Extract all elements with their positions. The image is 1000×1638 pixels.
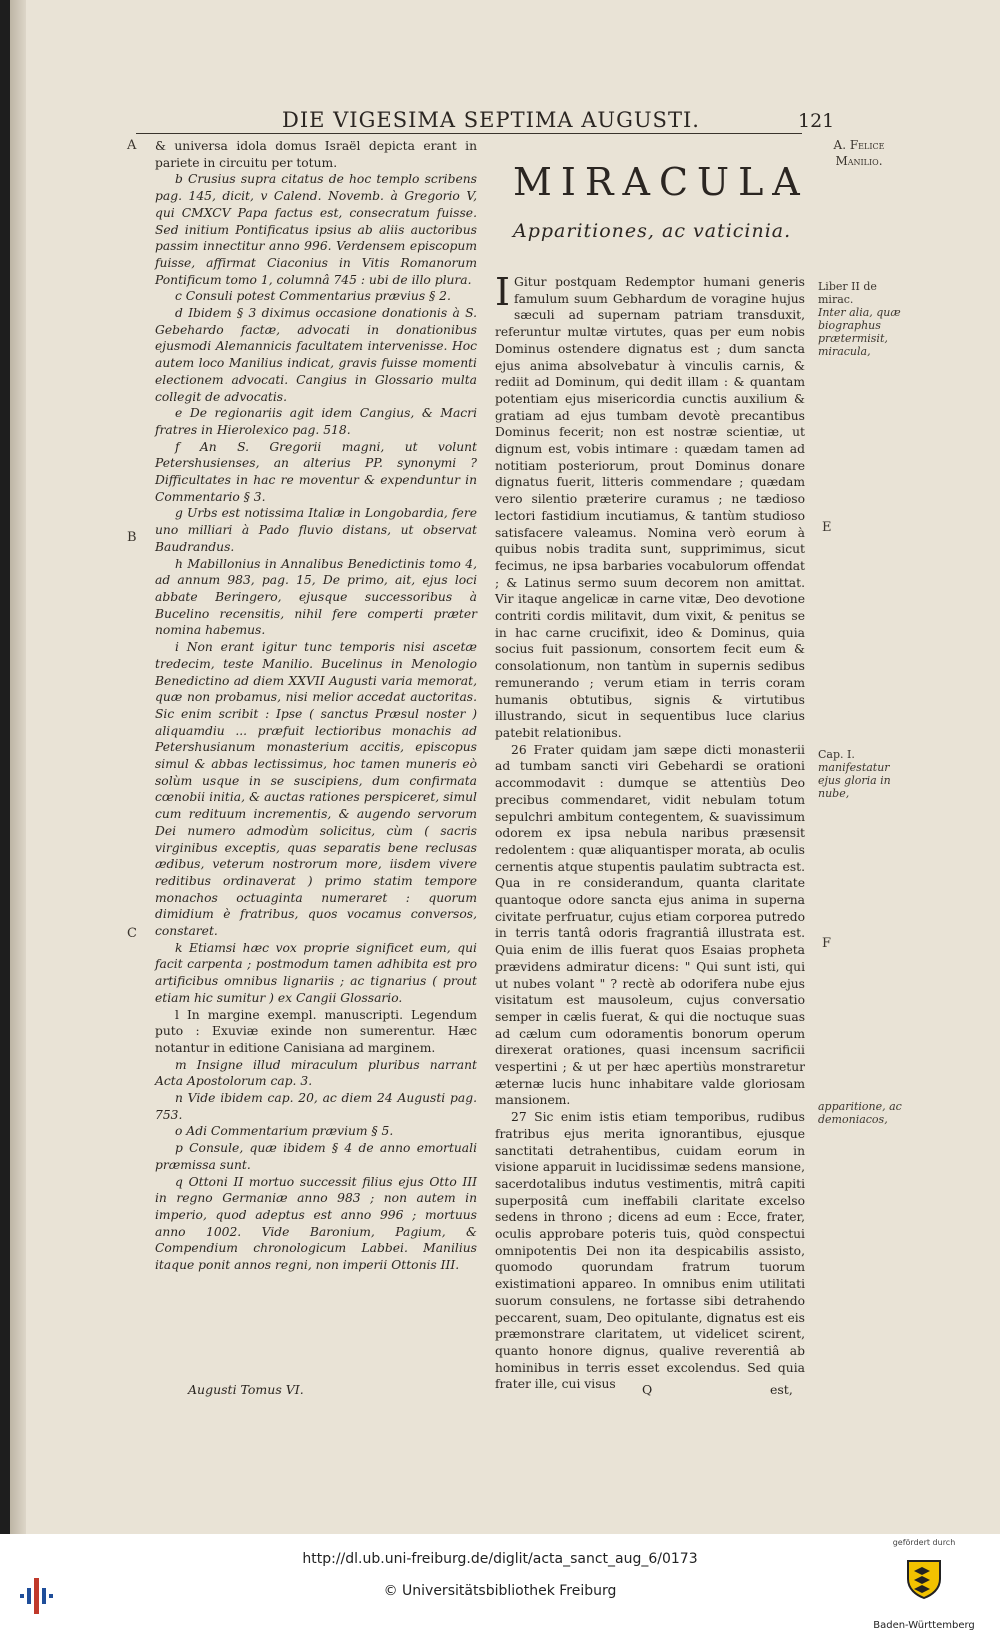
side-note-label: Liber II de mirac. [818, 280, 877, 306]
main-paragraph: 26 Frater quidam jam sæpe dicti monasterii ad tumbam sancti viri Gebehardi se orationi accommodavit : dumque se attentiùs Deo precibus commendaret, vidit nebulam totum sepulchri ambitum contegentem, & suavissimum odorem ex ipsa nebula naribus præsensit redolentem : quæ aliquantisper morata, ab oculis cernentis atque stupentis paulatim subtracta est. Qua in re considerandum, quanta claritate quantoque odore sancta ejus anima in superna civitate perfruatur, cujus etiam corporea putredo in terris tantâ odoris fragrantiâ illustrata est. Quia enim de illis fuerat quos Esaias propheta prævidens admiratur dicens: " Qui sunt isti, qui ut nubes volant " ? rectè ab odorifera nube ejus visitatum est mausoleum, cujus conversatio semper in cælis fuerat, & qui die noctuque suas ad cælum cum odoramentis bonorum operum direxerat orationes, quasi incensum sacrificii vespertini ; & ut per hæc apertiùs monstraretur æternæ lucis hunc inhabitare valde gloriosam mansionem. [495, 742, 805, 1108]
footnote-paragraph: l In margine exempl. manuscripti. Legendum puto : Exuviæ exinde non sumerentur. Hæc notantur in editione Canisiana ad marginem. [155, 1007, 477, 1055]
side-note [818, 1100, 906, 1126]
main-paragraph: 27 Sic enim istis etiam temporibus, rudibus fratribus ejus merita ignorantibus, ejusque sanctitati detrahentibus, cuidam eorum in visione apparuit in lucidissimæ sedens mansione, sacerdotalibus indutus vestimentis, mitrâ capiti superpositâ cum ineffabili claritate excelso sedens in throno ; dicens ad eum : Ecce, frater, oculis approbare poteris tuis, quòd conspectui omnipotentis Dei non ita despicabilis assisto, quomodo quorundam fratrum tuorum existimationi appareo. In omnibus enim utilitati suorum consulens, ne fortasse sibi detrahendo peccarent, suam, Deo opitulante, dignatus est eis præmonstrare claritatem, ut videlicet scirent, quanto honore dignus, qualive reverentiâ ab hominibus in terris esset excolendus. Sed quia frater ille, cui visus [495, 1110, 805, 1392]
footnote-paragraph: p Consule, quæ ibidem § 4 de anno emortuali præmissa sunt. [155, 1141, 477, 1172]
book-page [10, 0, 1000, 1534]
footnote-paragraph: b Crusius supra citatus de hoc templo scribens pag. 145, dicit, v Calend. Novemb. à Gregorio V, qui CMXCV Papa factus est, consecratum fuisse. Sed initium Pontificatus ipsius ab aliis auctoribus passim innectitur anno 996. Verdensem episcopum fuisse, affirmat Ciaconius in Vitis Romanorum Pontificum tomo 1, columnâ 745 : ubi de illo plura. [155, 172, 477, 287]
section-subtitle: Apparitiones, ac vaticinia. [513, 220, 792, 242]
main-paragraph [495, 270, 805, 742]
paragraph-text: Gitur postquam Redemptor humani generis famulum suum Gebhardum de voragine hujus sæculi ad supernam patriam transduxit, referuntur multæ virtutes, quas per eum nobis Dominus ostendere dignatus est ; dum sancta ejus anima absolvebatur à vinculis carnis, & rediit ad Dominum, qui dedit illam : & quantam potentiam ejus misericordia cunctis auxilium & gratiam ad ejus tumbam devotè precantibus Dominus fecerit; non est nostræ scientiæ, ut dignum est, vobis intimare : quædam tamen ad notitiam posteriorum, prout Dominus donare dignatus fuerit, litteris commendare ; quædam vero silentio præterire curamus ; ne tædioso lectori fastidium incutiamus, & tantùm studioso satisfacere valeamus. Nomina verò eorum à quibus nobis tradita sunt, supprimimus, sicut fecimus, ne ipsa barbaries vocabulorum offendat ; & Latinus sermo suum decorem non amittat. Vir itaque angelicæ in carne vitæ, Deo devotione contriti cordis militavit, dum vixit, & penitus se in hac carne crucifixit, ideo & Dominus, quia socius fuit passionum, consortem fecit eum & consolationum, non tantùm in supernis sedibus remunerando ; verum etiam in terris coram humanis obtutibus, signis & virtutibus illustrando, sicut in sequentibus luce clarius patebit relationibus. [495, 275, 805, 740]
footnotes-column [155, 138, 477, 1274]
running-header-note [818, 137, 900, 169]
sponsor-caption: gefördert durch [892, 1538, 956, 1547]
footnote-paragraph: c Consuli potest Commentarius prævius § 2. [175, 289, 451, 304]
sponsor-name: Baden-Württemberg [873, 1620, 975, 1631]
side-note-label: Cap. I. [818, 748, 855, 761]
footnote-paragraph: k Etiamsi hæc vox proprie significet eum, qui facit carpenta ; postmodum tamen adhibita est pro artificibus omnibus lignariis ; ac tignarius ( prout etiam hic sumitur ) ex Cangii Glossario. [155, 940, 477, 1005]
footnote-paragraph: f An S. Gregorii magni, ut volunt Petershusienses, an alterius PP. synonymi ? Difficultates in hac re moventur & expenduntur in Commentario § 3. [155, 439, 477, 504]
main-text-column [495, 270, 805, 1393]
volume-signature: Augusti Tomus VI. [188, 1382, 304, 1397]
page-number: 121 [798, 110, 835, 132]
drop-cap: I [495, 270, 511, 314]
side-note-text: manifestatur ejus gloria in nube, [818, 761, 891, 800]
section-title: MIRACULA [513, 160, 809, 204]
side-note [818, 280, 906, 358]
side-note-text: apparitione, ac demoniacos, [818, 1100, 902, 1126]
footnote-paragraph: m Insigne illud miraculum pluribus narrant Acta Apostolorum cap. 3. [155, 1057, 477, 1089]
footnote-paragraph: g Urbs est notissima Italiæ in Longobardia, fere uno milliari à Pado fluvio distans, ut observat Baudrandus. [155, 506, 477, 554]
footnote-paragraph: e De regionariis agit idem Cangius, & Macri fratres in Hierolexico pag. 518. [155, 406, 477, 437]
footnote-paragraph: q Ottoni II mortuo successit filius ejus Otto III in regno Germaniæ anno 983 ; non autem in imperio, quod adeptus est anno 996 ; mortuus anno 1002. Vide Baronium, Pagium, & Compendium chronologicum Labbei. Manilius itaque ponit annos regni, non imperii Ottonis III. [155, 1174, 477, 1273]
side-note [818, 748, 906, 800]
book-spine-shadow [10, 0, 26, 1534]
running-header-title: DIE VIGESIMA SEPTIMA AUGUSTI. [282, 108, 700, 132]
side-note-text: Inter alia, quæ biographus prætermisit, miracula, [818, 306, 901, 358]
footnote-paragraph: & universa idola domus Israël depicta erant in pariete in circuitu per totum. [155, 139, 477, 170]
document-url-link[interactable]: http://dl.ub.uni-freiburg.de/diglit/acta_sanct_aug_6/0173 [302, 1551, 698, 1567]
footnote-paragraph: d Ibidem § 3 diximus occasione donationis à S. Gebehardo factæ, advocati in donationibus ejusmodi Alemannicis facultatem intervenisse. Hoc autem loco Manilius indicat, gravis fuisse momenti electionem advocati. Cangius in Glossario multa collegit de advocatis. [155, 306, 477, 404]
margin-marker-a: A [127, 138, 137, 153]
footnote-paragraph: i Non erant igitur tunc temporis nisi ascetæ tredecim, teste Manilio. Bucelinus in Menologio Benedictino ad diem XXVII Augusti varia memorat, quæ non probamus, nisi melior accedat auctoritas. Sic enim scribit : Ipse ( sanctus Præsul noster ) aliquamdiu ... præfuit lectioribus monachis ad Petershusianum monasterium accitis, episcopus simul & abbas lectissimus, hoc tamen muneris eò solùm usque in se suscipiens, dum confirmata cœnobii initia, & auctas rationes perspiceret, simul cum redituum incrementis, & augendo servorum Dei numero admodùm solicitus, cùm ( sacris virginibus exceptis, quas separatis bene reclusas ædibus, veterum nostrorum more, iisdem vivere reditibus ordinaverat ) primo statim tempore monachos octuaginta numeraret : quorum dimidium è fratribus, quos vocamus conversos, constaret. [155, 640, 477, 939]
footnote-paragraph: n Vide ibidem cap. 20, ac diem 24 Augusti pag. 753. [155, 1091, 477, 1122]
margin-marker-b: B [127, 530, 137, 545]
margin-marker-f: F [822, 936, 832, 951]
header-note-line: A. Felice [833, 138, 885, 152]
header-note-line: Manilio. [835, 154, 883, 168]
margin-marker-c: C [127, 926, 137, 941]
footnote-paragraph: h Mabillonius in Annalibus Benedictinis tomo 4, ad annum 983, pag. 15, De primo, ait, ejus loci abbate Beringero, ejusque successoribus à Bucelino recensitis, nihil fere comperti præter nomina habemus. [155, 556, 477, 638]
header-rule [136, 133, 802, 134]
catchword: est, [770, 1382, 793, 1397]
copyright-notice: © Universitätsbibliothek Freiburg [383, 1583, 617, 1599]
state-coat-of-arms-icon [900, 1553, 948, 1601]
margin-marker-e: E [822, 520, 832, 535]
footnote-paragraph: o Adi Commentarium prævium § 5. [175, 1124, 394, 1139]
gathering-signature: Q [642, 1382, 653, 1397]
